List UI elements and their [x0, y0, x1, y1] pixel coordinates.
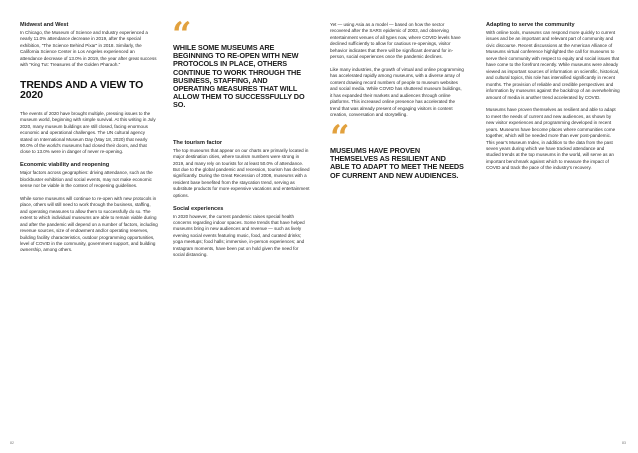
column-1	[20, 22, 158, 260]
paragraph-social: In 2020 however, the current pandemic raises special health concerns regarding indoor spaces. Some trends that have helped museums bring in new audiences and revenue — such as lively evening social events featuring music, food, and curated drinks; yoga meetups; food halls; immersive, in-person experiences; and Instagram moments, have been put on hold given the need for social distancing.	[173, 213, 305, 258]
paragraph-online-programming: Like many industries, the growth of virtual and online programming has accelerated rapidly among museums, with a diverse array of content drawing record numbers of people to museum websites and social media. While COVID has shuttered museum buildings, it has expanded their markets and audiences through online platforms. This increased online presence has accelerated the trend that was already present of engaging visitors in content creation, conversation and storytelling.	[330, 67, 464, 118]
paragraph-resilient: Museums have proven themselves as resilient and able to adapt to meet the needs of current and new audiences, as shown by new visitor experiences and programming developed in recent years. Museums have become places where communities come together, which will be needed more than ever post-pandemic. This year's Museum Index, in addition to the data from the past seven years during which we have tracked attendance and studied trends at the top museums in the world, will serve as an important benchmark against which to measure the impact of COVID and track the pace of the industry's recovery.	[486, 107, 616, 171]
paragraph-midwest: In Chicago, the Museum of Science and Industry experienced a nearly 11.0% attendance decrease in 2019, after the special exhibition, "The Science Behind Pixar" in 2018. Similarly, the California Science Center in Los Angeles experienced an attendance decrease of 13.0% in 2019, the year after great success with "King Tut: Treasures of the Golden Pharaoh."	[20, 30, 157, 68]
paragraph-adapting: With online tools, museums can respond more quickly to current issues and be an important and relevant part of community and civic discourse. Recent discussions at the American Alliance of Museums virtual conference highlighted the call for museums to serve their community with respect to equity and social issues that have come to the forefront recently. While museums were already viewed as important sources of information on scientific, historical, and cultural topics, this role has intensified significantly in recent months. The provision of reliable and credible perspectives and information by museums against the backdrop of an overwhelming amount of media is another trend accelerated by COVID.	[486, 30, 620, 100]
heading-tourism-factor: The tourism factor	[173, 139, 223, 146]
page-number-right: 83	[622, 441, 626, 445]
heading-social-experiences: Social experiences	[173, 205, 224, 212]
paragraph-asia-model: Yet — using Asia as a model — based on how the sector recovered after the SARS epidemic of 2003, and observing entertainment venues of all types now, where COVID levels have declined sufficiently to allow for cautious re-openings, visitor behavior indicates that there will be significant demand for in-person, social experiences once the pandemic declines.	[330, 22, 461, 60]
pull-quote-resilient: MUSEUMS HAVE PROVEN THEMSELVES AS RESILIENT AND ABLE TO ADAPT TO MEET THE NEEDS OF CURRENT AND NEW AUDIENCES.	[330, 145, 464, 180]
paragraph-economic-1: Major factors across geographies: driving attendance, such as the blockbuster exhibition and social events, may not make economic sense nor be viable in the context of reopening guidelines.	[20, 170, 153, 189]
column-4	[486, 22, 620, 178]
heading-economic-viability: Economic viability and reopening	[20, 162, 110, 169]
paragraph-economic-2: While some museums will continue to re-open with new protocols in place, others will still need to work through the business, staffing, and operating measures to allow them to successfully do so. The extent to which individual museums are able to remain viable during and after the pandemic will depend on a number of factors, including revenue sources, size of endowment and/or operating reserves, building facility characteristics, outdoor programming opportunities, level of COVID in the community, government support, and building ownership, among others.	[20, 195, 158, 253]
quote-mark-icon: “	[330, 117, 350, 158]
quote-mark-icon: “	[172, 15, 192, 55]
column-3	[330, 22, 464, 210]
paragraph-tourism: The top museums that appear on our charts are primarily located in major destination cities, where tourism numbers were strong in 2019, and many rely on tourists for at least 50.0% of attendance. But due to the global pandemic and recession, tourism has declined significantly. During the Great Recession of 2008, museums with a resident base benefited from the staycation trend, serving as substitute products for more expensive vacations and entertainment options.	[173, 147, 310, 198]
heading-midwest-west: Midwest and West	[20, 22, 69, 28]
page-number-left: 82	[10, 441, 14, 445]
heading-adapting-community: Adapting to serve the community	[486, 22, 575, 28]
column-2	[172, 15, 311, 265]
paragraph-events-2020: The events of 2020 have brought multiple, pressing issues to the museum world, beginning with simple survival. At this writing in July 2020, many museum buildings are still closed, facing enormous economic and operational challenges. The UN cultural agency stated on International Museum Day (May 18, 2020) that nearly 90.0% of the world's museums had closed their doors, and that close to 13.0% were in danger of never re-opening.	[20, 110, 156, 155]
section-heading-trends: TRENDS AND A VIEW TO 2020	[20, 78, 144, 102]
pull-quote-reopen: WHILE SOME MUSEUMS ARE BEGINNING TO RE-OPEN WITH NEW PROTOCOLS IN PLACE, OTHERS CONTINUE TO WORK THROUGH THE BUSINESS, STAFFING, AND OPERATING MEASURES THAT WILL ALLOW THEM TO SUCCESSFULLY DO SO.	[173, 43, 305, 110]
